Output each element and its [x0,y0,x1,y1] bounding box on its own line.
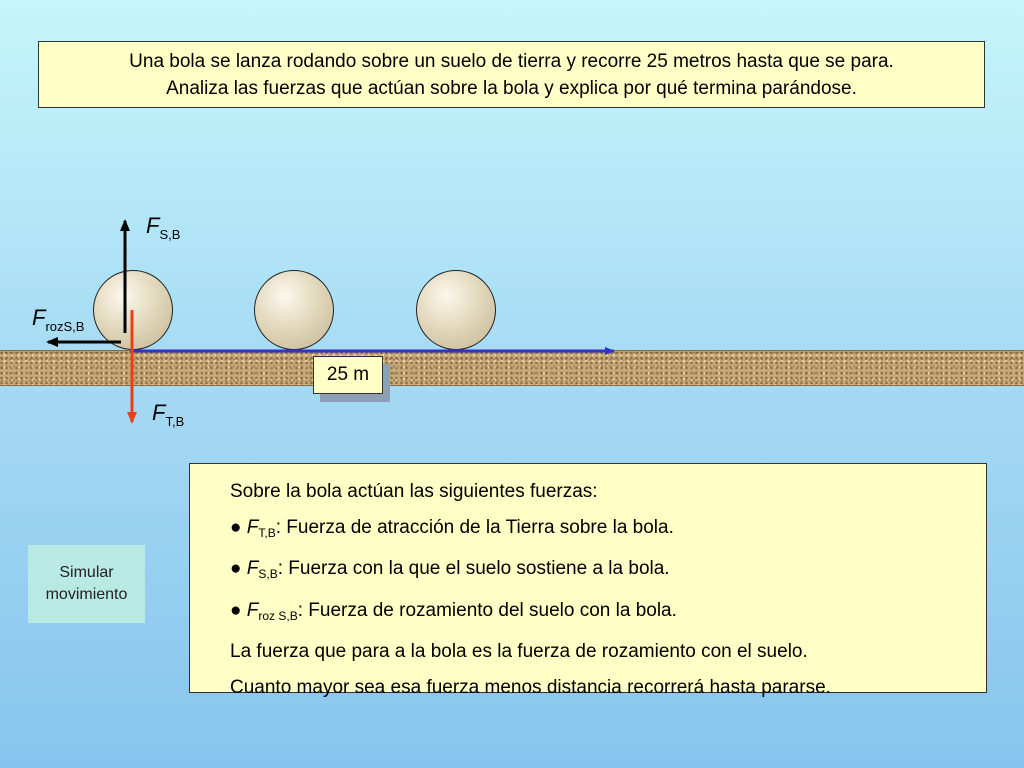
weight-force-label: $F_{T,B}$ [152,400,185,429]
normal-force-label: $F_{S,B}$ [146,213,181,242]
ball-end [416,270,496,350]
explanation-conclusion-2: Cuanto mayor sea esa fuerza menos distancia recorrerá hasta pararse. [230,676,831,698]
ball-middle [254,270,334,350]
problem-statement [38,41,985,108]
simulate-button-line-1: Simular [59,564,114,581]
friction-force-label: $F_{rozS,B}$ [32,305,85,334]
simulate-movement-button[interactable] [28,545,145,623]
force-item-normal: ● $F_{S,B}$: Fuerza con la que el suelo sostiene a la bola. [230,558,670,581]
explanation-intro: Sobre la bola actúan las siguientes fuerzas: [230,481,598,502]
simulate-button-line-2: movimiento [45,586,128,603]
distance-label: 25 m [313,356,383,394]
force-item-weight: ● $F_{T,B}$: Fuerza de atracción de la Tierra sobre la bola. [230,516,674,540]
explanation-conclusion-1: La fuerza que para a la bola es la fuerza de rozamiento con el suelo. [230,641,808,662]
dirt-ground [0,350,1024,386]
problem-line-1: Una bola se lanza rodando sobre un suelo de tierra y recorre 25 metros hasta que se para. [129,51,894,72]
force-item-friction: ● $F_{roz S,B}$: Fuerza de rozamiento del suelo con la bola. [230,599,677,623]
explanation-panel [189,463,987,698]
problem-line-2: Analiza las fuerzas que actúan sobre la bola y explica por qué termina parándose. [166,78,857,99]
ball-start [93,270,173,350]
